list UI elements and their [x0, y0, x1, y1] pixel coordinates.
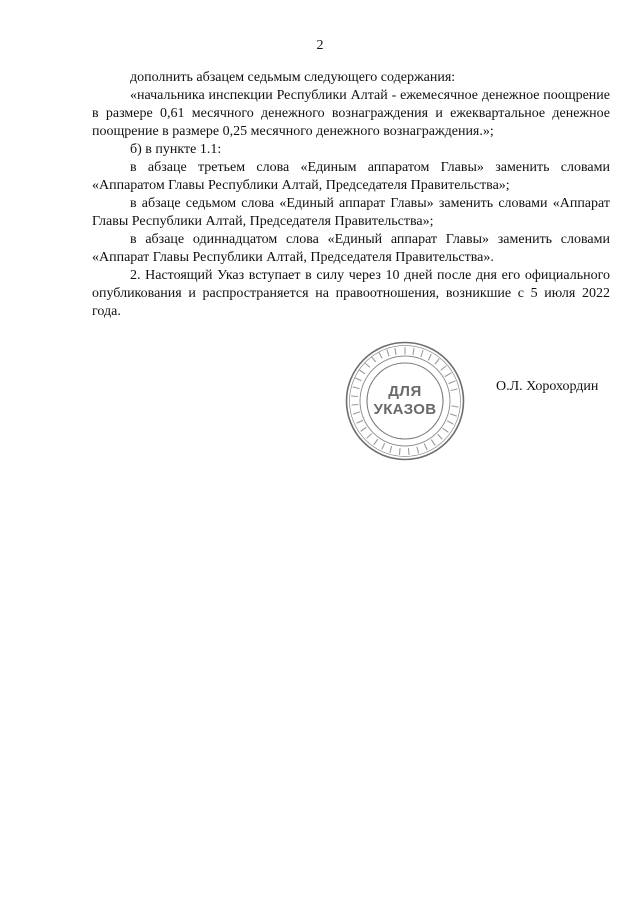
seal-text-line2: УКАЗОВ — [373, 401, 437, 418]
official-seal — [343, 339, 467, 463]
paragraph: в абзаце одиннадцатом слова «Единый аппарат Главы» заменить словами «Аппарат Главы Республики Алтай, Председателя Правительства». — [92, 232, 610, 265]
paragraph: «начальника инспекции Республики Алтай - ежемесячное денежное поощрение в размере 0,61 месячного денежного вознаграждения и ежеквартальное денежное поощрение в размере 0,25 месячного денежного вознаграждения.»; — [92, 88, 610, 139]
document-body — [92, 69, 610, 321]
paragraph: 2. Настоящий Указ вступает в силу через 10 дней после дня его официального опубликования и распространяется на правоотношения, возникшие с 5 июля 2022 года. — [92, 268, 610, 319]
paragraph: в абзаце седьмом слова «Единый аппарат Главы» заменить словами «Аппарат Главы Республики Алтай, Председателя Правительства»; — [92, 196, 610, 229]
paragraph: дополнить абзацем седьмым следующего содержания: — [130, 70, 456, 85]
page-number: 2 — [316, 38, 324, 53]
seal-graphic — [343, 339, 467, 463]
paragraph: в абзаце третьем слова «Единым аппаратом Главы» заменить словами «Аппаратом Главы Республики Алтай, Председателя Правительства»; — [92, 160, 610, 193]
paragraph: б) в пункте 1.1: — [130, 142, 222, 157]
signature-name: О.Л. Хорохордин — [496, 379, 599, 394]
seal-text-line1: ДЛЯ — [388, 383, 422, 400]
